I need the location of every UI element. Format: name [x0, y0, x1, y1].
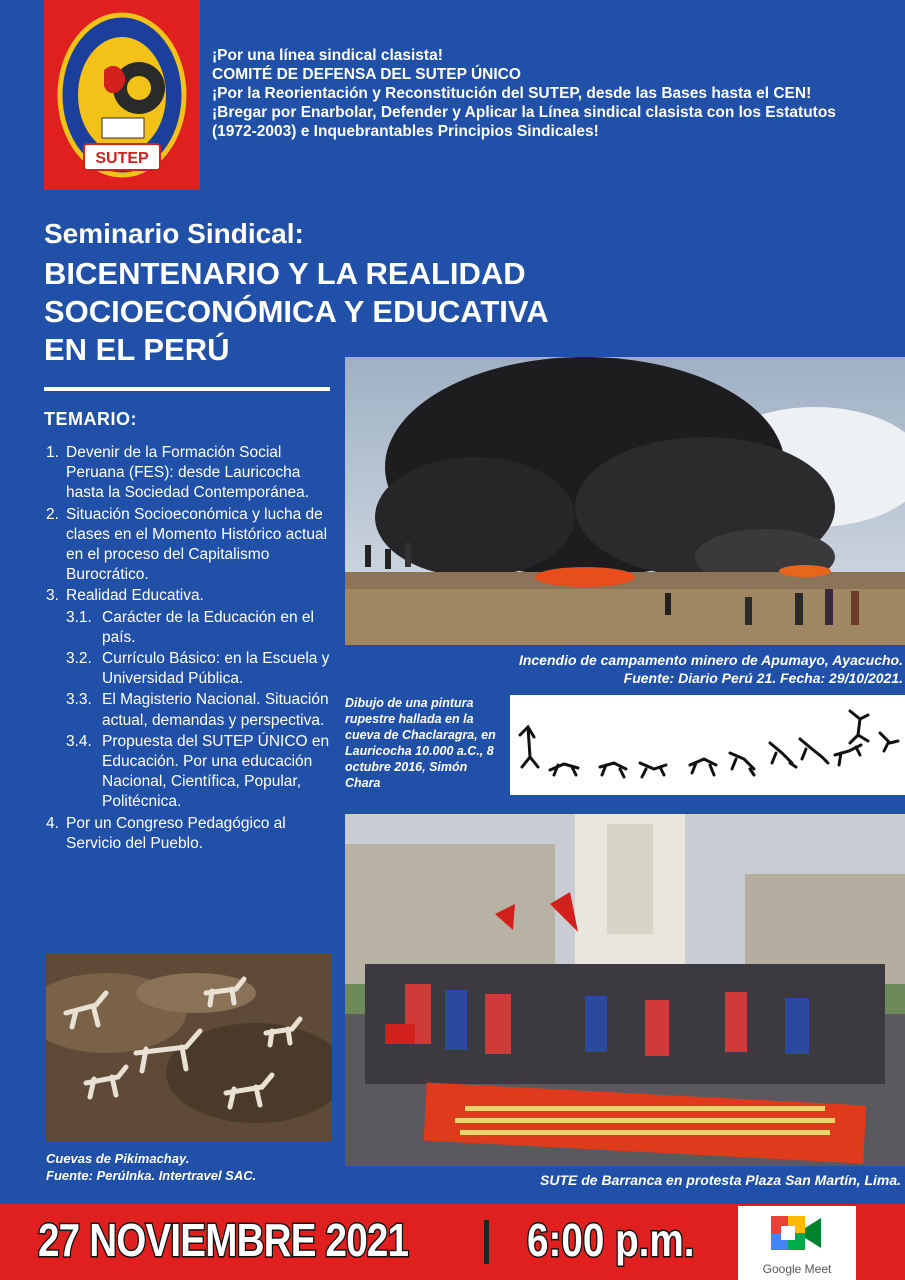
rock-art-caption: Dibujo de una pintura rupestre hallada en la cueva de Chaclaragra, en Lauricocha 10.000 a.C., 8 octubre 2016, Simón Chara — [345, 696, 496, 790]
title-line-2: SOCIOECONÓMICA Y EDUCATIVA — [44, 294, 549, 329]
event-time: 6:00 p.m. — [527, 1214, 695, 1266]
seminar-label: Seminario Sindical: — [44, 218, 304, 249]
temario-item: 4. Por un Congreso Pedagógico al Servicio del Pueblo. — [46, 814, 286, 852]
fire-photo-caption — [345, 651, 903, 687]
temario-item: 3. Realidad Educativa. — [46, 587, 204, 605]
temario-item: 2. Situación Socioeconómica y lucha de clases en el Momento Histórico actual en el proceso del Capitalismo Burocrático. — [46, 505, 328, 584]
temario-subitem: 3.4. Propuesta del SUTEP ÚNICO en Educación. Por una educación Nacional, Científica, Popular, Politécnica. — [66, 732, 330, 811]
cave-painting-photo — [46, 953, 332, 1141]
union-logo — [44, 0, 200, 190]
slogan-3: ¡Por la Reorientación y Reconstitución del SUTEP, desde las Bases hasta el CEN! — [212, 85, 812, 102]
slogan-2: COMITÉ DE DEFENSA DEL SUTEP ÚNICO — [212, 66, 521, 83]
event-date: 27 NOVIEMBRE 2021 — [38, 1214, 409, 1266]
seminar-title — [44, 255, 644, 369]
google-meet-badge — [738, 1206, 856, 1280]
google-meet-label: Google Meet — [762, 1262, 832, 1276]
temario-subitem: 3.2. Currículo Básico: en la Escuela y Universidad Pública. — [66, 650, 330, 688]
slogan-1: ¡Por una línea sindical clasista! — [212, 47, 443, 64]
temario-subitem: 3.1. Carácter de la Educación en el país. — [66, 608, 314, 646]
cave-caption-line-1: Cuevas de Pikimachay. — [46, 1151, 190, 1166]
temario-list — [46, 443, 336, 855]
temario-item: 1. Devenir de la Formación Social Peruana (FES): desde Lauricocha hasta la Sociedad Contemporánea. — [46, 444, 309, 502]
separator — [484, 1220, 489, 1264]
google-meet-icon — [767, 1212, 827, 1256]
mining-camp-fire-photo — [345, 357, 905, 645]
cave-photo-caption — [46, 1150, 336, 1184]
temario-subitem: 3.3. El Magisterio Nacional. Situación actual, demandas y perspectiva. — [66, 691, 329, 729]
fire-caption-line-2: Fuente: Diario Perú 21. Fecha: 29/10/2021. — [623, 670, 903, 686]
temario-heading: TEMARIO: — [44, 409, 137, 429]
logo-text: SUTEP — [95, 150, 149, 167]
slogans — [212, 46, 872, 141]
fire-caption-line-1: Incendio de campamento minero de Apumayo, Ayacucho. — [518, 652, 903, 668]
sutep-emblem-icon — [44, 0, 200, 190]
divider — [44, 387, 330, 391]
slogan-4: ¡Bregar por Enarbolar, Defender y Aplicar la Línea sindical clasista con los Estatutos (1972-2003) e Inquebrantables Principios Sindicales! — [212, 104, 836, 140]
rock-art-drawing — [510, 695, 905, 795]
title-line-3: EN EL PERÚ — [44, 332, 230, 367]
protest-photo-caption: SUTE de Barranca en protesta Plaza San Martín, Lima. — [540, 1172, 901, 1188]
protest-photo — [345, 814, 905, 1166]
title-line-1: BICENTENARIO Y LA REALIDAD — [44, 256, 526, 291]
cave-caption-line-2: Fuente: PerúInka. Intertravel SAC. — [46, 1168, 257, 1183]
